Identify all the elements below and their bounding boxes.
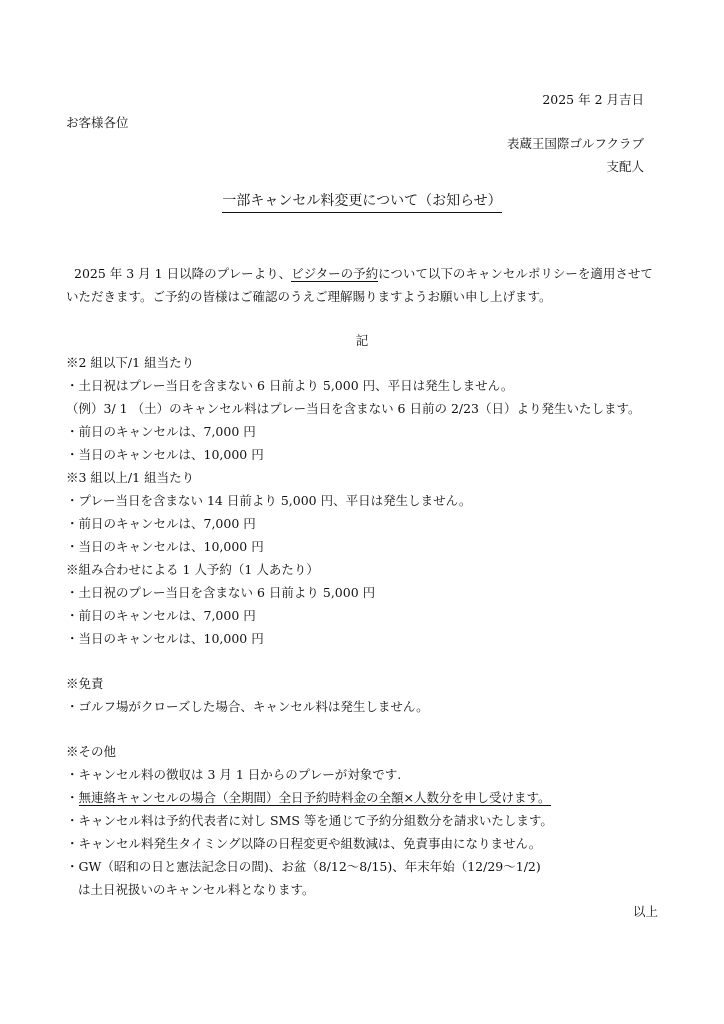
policy-line: ※組み合わせによる 1 人予約（1 人あたり） (66, 562, 319, 577)
policy-line: ※免責 (66, 676, 104, 691)
document-title-text: 一部キャンセル料変更について（お知らせ） (222, 192, 501, 213)
policy-line: ・前日のキャンセルは、7,000 円 (66, 608, 256, 623)
no-show-policy-text: 無連絡キャンセルの場合（全期間）全日予約時料金の全額×人数分を申し受けます。 (78, 790, 551, 805)
policy-line: ・土日祝はプレー当日を含まない 6 日前より 5,000 円、平日は発生しません。 (66, 378, 514, 393)
policy-line: ・キャンセル料は予約代表者に対し SMS 等を通じて予約分組数分を請求いたします。 (66, 813, 553, 828)
policy-line-continuation: は土日祝扱いのキャンセル料となります。 (78, 882, 315, 897)
policy-line: ※3 組以上/1 組当たり (66, 470, 195, 485)
policy-line: ※2 組以下/1 組当たり (66, 355, 195, 370)
bullet: ・ (66, 790, 79, 805)
policy-line: ・プレー当日を含まない 14 日前より 5,000 円、平日は発生しません。 (66, 493, 472, 508)
policy-line: （例）3/ 1 （土）のキャンセル料はプレー当日を含まない 6 日前の 2/23（日）より発生いたします。 (66, 401, 641, 416)
ki-heading: 記 (355, 333, 369, 348)
policy-line: ・GW（昭和の日と憲法記念日の間)、お盆（8/12〜8/15)、年末年始（12/29〜1/2) (66, 859, 541, 874)
policy-line: ・土日祝のプレー当日を含まない 6 日前より 5,000 円 (66, 585, 376, 600)
policy-line: ・ゴルフ場がクローズした場合、キャンセル料は発生しません。 (66, 699, 429, 714)
policy-line: ・キャンセル料の徴収は 3 月 1 日からのプレーが対象です. (66, 767, 402, 782)
policy-line-underlined (66, 790, 551, 806)
policy-line: ・当日のキャンセルは、10,000 円 (66, 631, 264, 646)
intro-line-1-end: について以下のキャンセルポリシーを適用させて (378, 266, 653, 281)
sender-role: 支配人 (606, 159, 644, 174)
intro-line-1-start: 2025 年 3 月 1 日以降のプレーより、 (74, 266, 292, 281)
policy-line: ・当日のキャンセルは、10,000 円 (66, 447, 264, 462)
policy-line: ・当日のキャンセルは、10,000 円 (66, 539, 264, 554)
sender-organization: 表蔵王国際ゴルフクラブ (506, 136, 644, 151)
intro-line-1 (74, 266, 653, 282)
policy-line: ・前日のキャンセルは、7,000 円 (66, 424, 256, 439)
document-date: 2025 年 2 月吉日 (542, 92, 644, 107)
addressee: お客様各位 (66, 115, 129, 130)
policy-line: ※その他 (66, 744, 117, 759)
document-title (0, 192, 724, 213)
intro-line-2: いただきます。ご予約の皆様はご確認のうえご理解賜りますようお願い申し上げます。 (66, 289, 552, 304)
closing-mark: 以上 (632, 904, 658, 919)
intro-underlined-phrase: ビジターの予約 (291, 266, 379, 281)
policy-line: ・キャンセル料発生タイミング以降の日程変更や組数減は、免責事由になりません。 (66, 836, 542, 851)
policy-line: ・前日のキャンセルは、7,000 円 (66, 516, 256, 531)
